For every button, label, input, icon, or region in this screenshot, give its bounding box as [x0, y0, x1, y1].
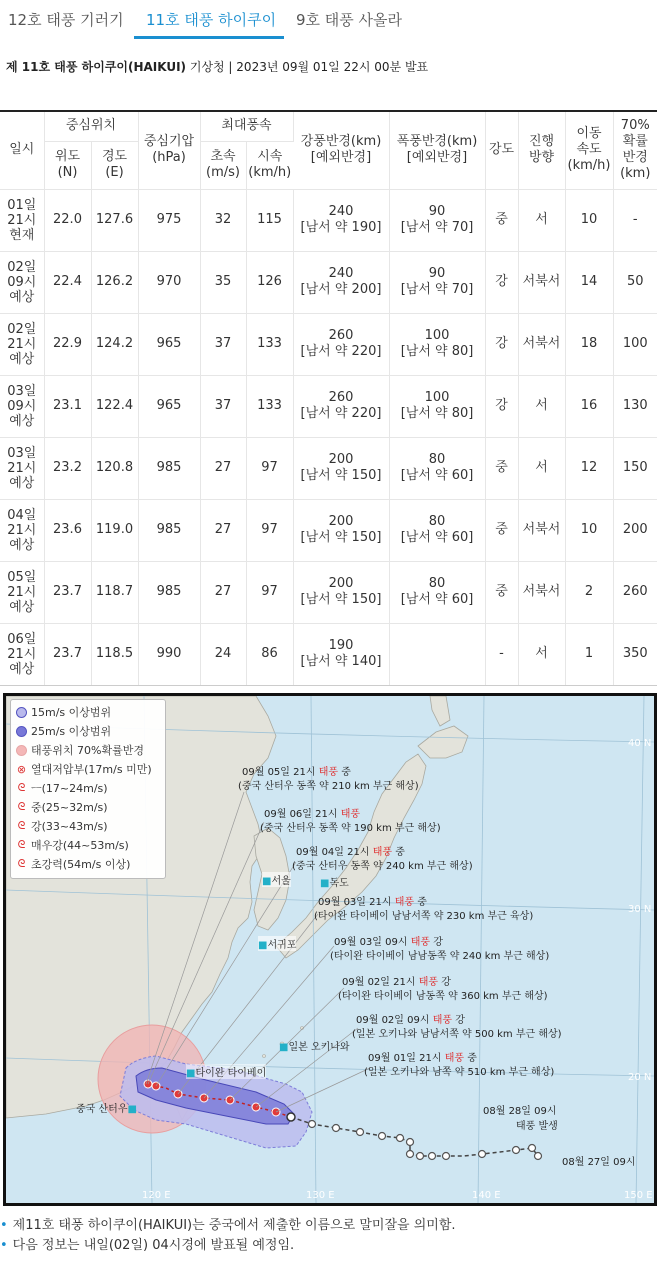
callout-intensity: 중 [392, 847, 405, 858]
cell-lon: 118.5 [91, 623, 138, 685]
cell-intensity: 중 [485, 561, 518, 623]
cell-lat: 22.0 [44, 189, 91, 251]
cell-lat: 23.6 [44, 499, 91, 561]
place-okinawa: ■일본 오키나와 [279, 1042, 350, 1053]
cell-storm-radius: 80 [남서 약 60] [389, 561, 485, 623]
callout-keyword: 태풍 [394, 897, 415, 908]
circle-light-purple-icon [16, 707, 27, 718]
cell-strong-radius: 200 [남서 약 150] [293, 499, 389, 561]
map-legend [10, 699, 166, 879]
cell-wind-ms: 32 [200, 189, 246, 251]
cell-lon: 124.2 [91, 313, 138, 375]
cell-prob-radius: 350 [613, 623, 657, 685]
cell-wind-ms: 27 [200, 561, 246, 623]
track-callout [352, 1014, 562, 1042]
callout-location: (일본 오키나와 남쪽 약 510 km 부근 해상) [364, 1067, 555, 1078]
cell-pressure: 985 [138, 561, 200, 623]
cell-prob-radius: 260 [613, 561, 657, 623]
cell-speed: 10 [565, 189, 613, 251]
cell-prob-radius: 200 [613, 499, 657, 561]
cell-direction: 서 [518, 375, 565, 437]
place-seogwipo: ■서귀포 [258, 936, 296, 951]
cell-wind-kmh: 86 [246, 623, 293, 685]
header-lat: 위도 (N) [44, 141, 91, 189]
cell-storm-radius: 100 [남서 약 80] [389, 313, 485, 375]
cell-direction: 서 [518, 623, 565, 685]
cell-wind-ms: 35 [200, 251, 246, 313]
header-center: 중심위치 [44, 111, 138, 141]
cell-prob-radius: - [613, 189, 657, 251]
cell-pressure: 990 [138, 623, 200, 685]
table-row [0, 623, 657, 685]
cell-wind-ms: 24 [200, 623, 246, 685]
callout-datetime: 09월 02일 09시 [356, 1015, 433, 1026]
legend-item [16, 818, 108, 834]
track-callout [330, 936, 550, 964]
cell-speed: 1 [565, 623, 613, 685]
cell-strong-radius: 260 [남서 약 220] [293, 313, 389, 375]
note-item: • 다음 정보는 내일(02일) 04시경에 발표될 예정임. [0, 1238, 295, 1253]
callout-intensity: 강 [430, 937, 443, 948]
cell-direction: 서 [518, 189, 565, 251]
table-row [0, 499, 657, 561]
cell-lat: 22.9 [44, 313, 91, 375]
callout-location: (일본 오키나와 남남서쪽 약 500 km 부근 해상) [352, 1029, 562, 1040]
legend-item [16, 761, 152, 777]
cell-wind-ms: 37 [200, 375, 246, 437]
typhoon-medium-icon: ᘓ [17, 800, 26, 813]
header-strong-radius: 강풍반경(km) [예외반경] [293, 111, 389, 189]
circle-pink-icon [16, 745, 27, 756]
callout-location: (타이완 타이베이 남동쪽 약 360 km 부근 해상) [338, 991, 548, 1002]
cell-speed: 10 [565, 499, 613, 561]
lat-label-30n: 30 N [628, 904, 652, 915]
header-ms: 초속 (m/s) [200, 141, 246, 189]
table-row [0, 561, 657, 623]
callout-datetime: 09월 02일 21시 [342, 977, 419, 988]
lon-label-140e: 140 E [472, 1190, 501, 1201]
callout-location: (타이완 타이베이 남남동쪽 약 240 km 부근 해상) [330, 951, 550, 962]
cell-lat: 23.2 [44, 437, 91, 499]
cell-wind-kmh: 97 [246, 499, 293, 561]
cell-lat: 23.7 [44, 561, 91, 623]
callout-datetime: 09월 03일 09시 [334, 937, 411, 948]
past-track-line [291, 1117, 538, 1156]
header-pressure: 중심기압 (hPa) [138, 111, 200, 189]
table-row [0, 189, 657, 251]
cell-pressure: 985 [138, 499, 200, 561]
typhoon-very-strong-icon: ᘓ [17, 838, 26, 851]
callout-location: (중국 산터우 동쪽 약 190 km 부근 해상) [260, 823, 441, 834]
typhoon-strong-icon: ᘓ [17, 819, 26, 832]
cell-time: 02일 09시 예상 [0, 251, 44, 313]
legend-label: 25m/s 이상범위 [31, 725, 112, 738]
cell-time: 06일 21시 예상 [0, 623, 44, 685]
callout-keyword: 태풍 [410, 937, 431, 948]
tab-typhoon-9[interactable]: 9호 태풍 사올라 [296, 11, 403, 29]
lon-label-150e: 150 E [624, 1190, 653, 1201]
callout-datetime: 09월 03일 21시 [318, 897, 395, 908]
note-item: • 제11호 태풍 하이쿠이(HAIKUI)는 중국에서 제출한 이름으로 말미잘을 의미함. [0, 1218, 456, 1233]
cell-prob-radius: 100 [613, 313, 657, 375]
cell-time: 03일 21시 예상 [0, 437, 44, 499]
cell-wind-ms: 27 [200, 499, 246, 561]
cell-time: 04일 21시 예상 [0, 499, 44, 561]
cell-intensity: 강 [485, 313, 518, 375]
cell-speed: 12 [565, 437, 613, 499]
track-callout [338, 976, 548, 1004]
cell-wind-kmh: 115 [246, 189, 293, 251]
cell-time: 02일 21시 예상 [0, 313, 44, 375]
cell-wind-kmh: 97 [246, 437, 293, 499]
typhoon-super-icon: ᘓ [17, 857, 26, 870]
cell-lat: 22.4 [44, 251, 91, 313]
callout-keyword: 태풍 [318, 767, 339, 778]
header-maxwind: 최대풍속 [200, 111, 293, 141]
cell-pressure: 985 [138, 437, 200, 499]
legend-label: ㅡ(17~24m/s) [31, 782, 108, 795]
cell-intensity: 중 [485, 499, 518, 561]
typhoon-tabs [0, 0, 657, 38]
table-row [0, 375, 657, 437]
cell-storm-radius [389, 623, 485, 685]
circle-purple-icon [16, 726, 27, 737]
cell-direction: 서 [518, 437, 565, 499]
header-prob: 70% 확률 반경 (km) [613, 111, 657, 189]
active-tab-indicator [134, 36, 284, 39]
legend-item [16, 704, 111, 720]
cell-storm-radius: 80 [남서 약 60] [389, 499, 485, 561]
cell-storm-radius: 90 [남서 약 70] [389, 189, 485, 251]
cell-lon: 122.4 [91, 375, 138, 437]
cell-strong-radius: 200 [남서 약 150] [293, 561, 389, 623]
table-row [0, 437, 657, 499]
past-track-points [309, 1121, 542, 1160]
header-speed: 이동 속도 (km/h) [565, 111, 613, 189]
track-callout [364, 1052, 555, 1080]
place-taipei: ■타이완 타이베이 [186, 1064, 266, 1079]
cell-storm-radius: 80 [남서 약 60] [389, 437, 485, 499]
header-kmh: 시속 (km/h) [246, 141, 293, 189]
cell-wind-kmh: 97 [246, 561, 293, 623]
cell-lon: 118.7 [91, 561, 138, 623]
cell-speed: 18 [565, 313, 613, 375]
tab-typhoon-12[interactable]: 12호 태풍 기러기 [8, 11, 124, 29]
cell-direction: 서북서 [518, 561, 565, 623]
forecast-table [0, 110, 657, 686]
track-callout [260, 808, 441, 836]
cell-strong-radius: 240 [남서 약 190] [293, 189, 389, 251]
cell-wind-kmh: 133 [246, 313, 293, 375]
legend-label: 태풍위치 70%확률반경 [31, 744, 144, 757]
place-shantou: 중국 산터우■ [76, 1104, 137, 1115]
header-storm-radius: 폭풍반경(km) [예외반경] [389, 111, 485, 189]
cell-lat: 23.1 [44, 375, 91, 437]
callout-intensity: 강 [438, 977, 451, 988]
cell-prob-radius: 130 [613, 375, 657, 437]
origin-event-label: 태풍 발생 [516, 1121, 558, 1132]
cell-pressure: 975 [138, 189, 200, 251]
land-sakhalin [430, 696, 450, 726]
cell-pressure: 970 [138, 251, 200, 313]
cell-wind-ms: 27 [200, 437, 246, 499]
legend-label: 초강력(54m/s 이상) [31, 858, 131, 871]
report-title: 제 11호 태풍 하이쿠이(HAIKUI) [6, 60, 187, 74]
cell-intensity: 중 [485, 189, 518, 251]
cell-time: 01일 21시 현재 [0, 189, 44, 251]
cell-intensity: 강 [485, 375, 518, 437]
callout-datetime: 09월 06일 21시 [264, 809, 341, 820]
notes [0, 1216, 456, 1256]
header-time: 일시 [0, 111, 44, 189]
legend-label: 매우강(44~53m/s) [31, 839, 129, 852]
cell-intensity: 중 [485, 437, 518, 499]
tropical-depression-icon: ⊗ [16, 762, 27, 776]
cell-direction: 서북서 [518, 313, 565, 375]
callout-keyword: 태풍 [418, 977, 439, 988]
cell-lon: 126.2 [91, 251, 138, 313]
callout-intensity: 중 [464, 1053, 477, 1064]
cell-strong-radius: 240 [남서 약 200] [293, 251, 389, 313]
lon-label-120e: 120 E [142, 1190, 171, 1201]
header-lon: 경도 (E) [91, 141, 138, 189]
legend-item [16, 723, 111, 739]
origin-date-label: 08월 28일 09시 [483, 1106, 557, 1117]
callout-datetime: 09월 05일 21시 [242, 767, 319, 778]
track-callout [314, 896, 534, 924]
callout-location: (중국 산터우 동쪽 약 240 km 부근 해상) [292, 861, 473, 872]
cell-prob-radius: 150 [613, 437, 657, 499]
header-intensity: 강도 [485, 111, 518, 189]
callout-intensity: 강 [452, 1015, 465, 1026]
cell-wind-kmh: 126 [246, 251, 293, 313]
cell-strong-radius: 200 [남서 약 150] [293, 437, 389, 499]
report-header [6, 58, 428, 75]
cell-prob-radius: 50 [613, 251, 657, 313]
cell-strong-radius: 190 [남서 약 140] [293, 623, 389, 685]
tab-typhoon-11[interactable]: 11호 태풍 하이쿠이 [146, 11, 277, 29]
table-row [0, 313, 657, 375]
callout-datetime: 09월 04일 21시 [296, 847, 373, 858]
cell-intensity: 강 [485, 251, 518, 313]
callout-keyword: 태풍 [372, 847, 393, 858]
legend-item [16, 856, 130, 872]
callout-intensity: 중 [338, 767, 351, 778]
cell-speed: 16 [565, 375, 613, 437]
cell-pressure: 965 [138, 313, 200, 375]
header-direction: 진행 방향 [518, 111, 565, 189]
cell-speed: 14 [565, 251, 613, 313]
cell-storm-radius: 100 [남서 약 80] [389, 375, 485, 437]
cell-storm-radius: 90 [남서 약 70] [389, 251, 485, 313]
lat-label-20n: 20 N [628, 1072, 652, 1083]
typhoon-track-map [3, 693, 657, 1206]
cell-lat: 23.7 [44, 623, 91, 685]
callout-keyword: 태풍 [340, 809, 361, 820]
legend-label: 강(33~43m/s) [31, 820, 108, 833]
callout-datetime: 09월 01일 21시 [368, 1053, 445, 1064]
legend-item [16, 780, 108, 796]
track-callout [292, 846, 473, 874]
legend-label: 열대저압부(17m/s 미만) [31, 763, 152, 776]
place-seoul: ■서울 [262, 872, 291, 887]
land-hokkaido [418, 726, 468, 758]
cell-pressure: 965 [138, 375, 200, 437]
cell-time: 05일 21시 예상 [0, 561, 44, 623]
cell-direction: 서북서 [518, 499, 565, 561]
track-callout [238, 766, 419, 794]
typhoon-weak-icon: ᘓ [17, 781, 26, 794]
cell-direction: 서북서 [518, 251, 565, 313]
callout-location: (중국 산터우 동쪽 약 210 km 부근 해상) [238, 781, 419, 792]
cell-lon: 119.0 [91, 499, 138, 561]
cell-lon: 127.6 [91, 189, 138, 251]
cell-wind-ms: 37 [200, 313, 246, 375]
callout-intensity: 중 [414, 897, 427, 908]
legend-item [16, 837, 129, 853]
track-start-label: 08월 27일 09시 [562, 1157, 636, 1168]
legend-item [16, 742, 144, 758]
callout-location: (타이완 타이베이 남남서쪽 약 230 km 부근 육상) [314, 911, 534, 922]
lon-label-130e: 130 E [306, 1190, 335, 1201]
report-meta: 기상청 | 2023년 09월 01일 22시 00분 발표 [186, 60, 429, 74]
cell-time: 03일 09시 예상 [0, 375, 44, 437]
cell-wind-kmh: 133 [246, 375, 293, 437]
cell-lon: 120.8 [91, 437, 138, 499]
legend-label: 중(25~32m/s) [31, 801, 108, 814]
lat-label-40n: 40 N [628, 738, 652, 749]
cell-speed: 2 [565, 561, 613, 623]
place-dokdo: ■독도 [320, 878, 349, 889]
table-row [0, 251, 657, 313]
cell-strong-radius: 260 [남서 약 220] [293, 375, 389, 437]
callout-keyword: 태풍 [432, 1015, 453, 1026]
legend-item [16, 799, 108, 815]
cell-intensity: - [485, 623, 518, 685]
callout-keyword: 태풍 [444, 1053, 465, 1064]
legend-label: 15m/s 이상범위 [31, 706, 112, 719]
